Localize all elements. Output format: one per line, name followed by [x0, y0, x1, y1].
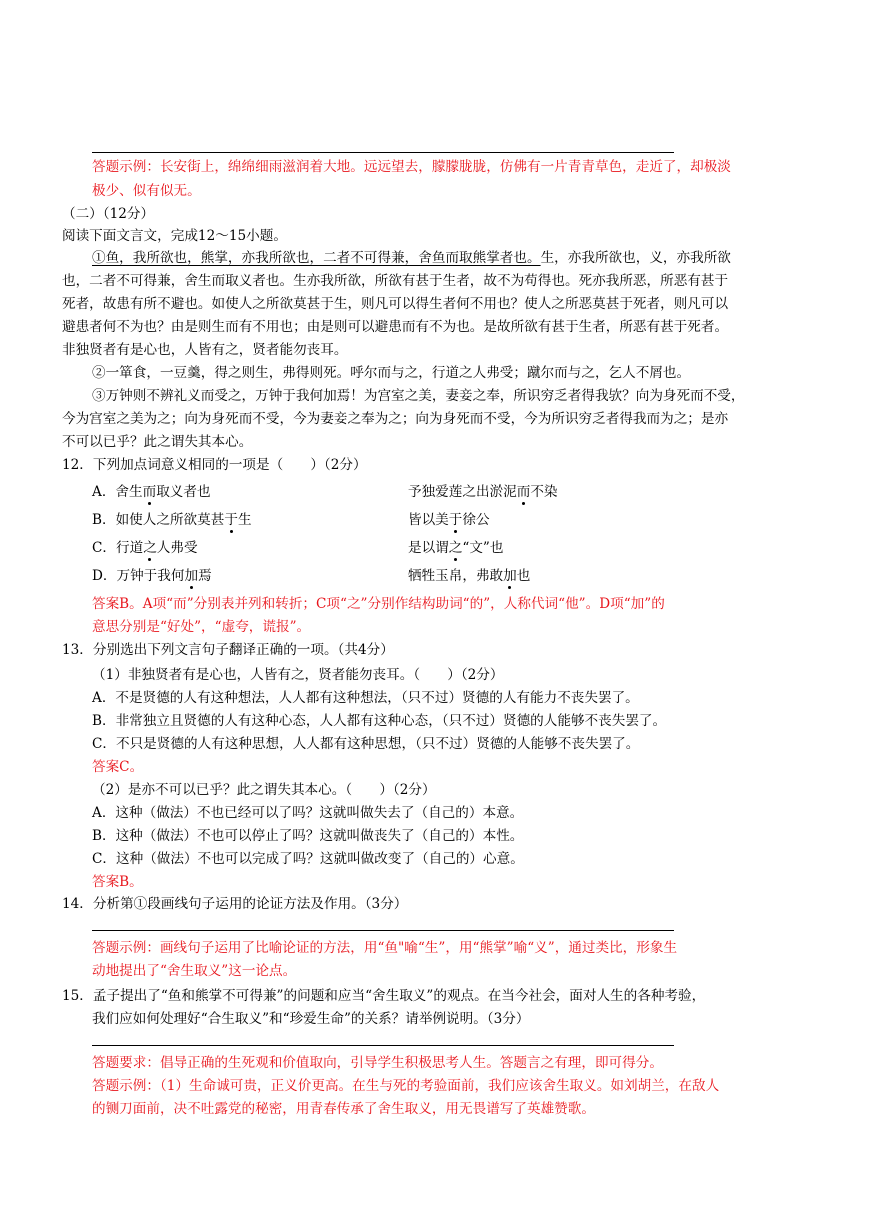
q12-answer: 答案B。A项“而”分别表并列和转折；C项“之”分别作结构助词“的”，人称代词“他”。D项“加”的 — [92, 596, 665, 612]
underlined-sentence: ①鱼，我所欲也，熊掌，亦我所欲也，二者不可得兼，舍鱼而取熊掌者也。 — [92, 250, 541, 266]
dotted-word: 加 — [503, 568, 517, 584]
dotted-word: 之 — [143, 540, 157, 556]
q12-option-c — [92, 538, 792, 558]
answer-blank-line — [92, 930, 674, 931]
option-text: 牺牲玉帛，弗敢 — [408, 568, 504, 584]
dotted-word: 于 — [224, 512, 238, 528]
passage-line: 死者，故患有所不避也。如使人之所欲莫甚于生，则凡可以得生者何不用也？使人之所恶莫甚于死者，则凡可以 — [62, 296, 729, 312]
option-text: 皆以美 — [408, 512, 449, 528]
option-text: B．如使人之所欲莫甚 — [92, 512, 225, 528]
answer-sample-line: 极少、似有似无。 — [92, 183, 201, 199]
passage-line: 避患者何不为也？由是则生而有不用也；由是则可以避患而有不为也。是故所欲有甚于生者，所恶有甚于死者。 — [62, 319, 729, 335]
passage-text: 生，亦我所欲也，义，亦我所欲 — [540, 250, 731, 266]
option-text: 取义者也 — [156, 484, 211, 500]
q13-sub2-answer: 答案B。 — [92, 874, 143, 890]
option-text: 焉 — [198, 568, 212, 584]
option-text: 生 — [237, 512, 252, 528]
dotted-word: 之 — [448, 540, 463, 556]
question-15-stem: 我们应如何处理好“合生取义”和“珍爱生命”的关系？请举例说明。（3分） — [92, 1011, 530, 1027]
question-15-stem: 15．孟子提出了“鱼和熊掌不可得兼”的问题和应当“舍生取义”的观点。在当今社会，面对人生的各种考验， — [62, 988, 706, 1004]
q13-sub2-option-b: B．这种（做法）不也可以停止了吗？这就叫做丧失了（自己的）本性。 — [92, 828, 524, 844]
q13-sub1-answer: 答案C。 — [92, 759, 144, 775]
option-text: A．舍生 — [92, 484, 143, 500]
q15-answer-requirement: 答题要求：倡导正确的生死观和价值取向，引导学生积极思考人生。答题言之有理，即可得分。 — [92, 1055, 663, 1071]
dotted-word: 加 — [184, 568, 199, 584]
dotted-word: 而 — [142, 484, 157, 500]
answer-blank-line — [92, 152, 674, 153]
passage-paragraph-3: ③万钟则不辨礼义而受之，万钟于我何加焉！为宫室之美，妻妾之奉，所识穷乏者得我欤？向为身死而不受， — [92, 388, 745, 404]
option-text: 是以谓 — [408, 540, 449, 556]
q13-sub1-option-a: A．不是贤德的人有这种想法，人人都有这种想法，（只不过）贤德的人有能力不丧失罢了。 — [92, 690, 639, 706]
question-13-stem: 13．分别选出下列文言句子翻译正确的一项。（共4分） — [62, 642, 394, 658]
option-text: 人弗受 — [156, 540, 198, 556]
option-text: C．行道 — [92, 540, 144, 556]
section-instruction: 阅读下面文言文，完成12～15小题。 — [62, 228, 287, 244]
q12-option-d — [92, 566, 792, 586]
dotted-word: 而 — [516, 484, 531, 500]
q12-answer: 意思分别是“好处”，“虚夸，谎报”。 — [92, 619, 311, 635]
question-12-stem: 12．下列加点词意义相同的一项是（ ）（2分） — [62, 457, 367, 473]
question-14-stem: 14．分析第①段画线句子运用的论证方法及作用。（3分） — [62, 896, 408, 912]
passage-line: 不可以已乎？此之谓失其本心。 — [62, 434, 253, 450]
option-text: 徐公 — [462, 512, 490, 528]
dotted-word: 于 — [448, 512, 463, 528]
passage-paragraph-2: ②一箪食，一豆羹，得之则生，弗得则死。呼尔而与之，行道之人弗受；蹴尔而与之，乞人不屑也。 — [92, 365, 691, 381]
option-text: 也 — [516, 568, 531, 584]
q13-sub2-option-c: C．这种（做法）不也可以完成了吗？这就叫做改变了（自己的）心意。 — [92, 851, 524, 867]
passage-line: 也，二者不可得兼，舍生而取义者也。生亦我所欲，所欲有甚于生者，故不为苟得也。死亦我所恶，所恶有甚于 — [62, 273, 729, 289]
answer-sample-line: 答题示例：长安街上，绵绵细雨滋润着大地。远远望去，朦朦胧胧，仿佛有一片青青草色，走近了，却极淡 — [92, 159, 731, 175]
q13-sub2-option-a: A．这种（做法）不也已经可以了吗？这就叫做失去了（自己的）本意。 — [92, 805, 524, 821]
section-heading: （二）（12分） — [62, 206, 155, 222]
option-text: D．万钟于我何 — [92, 568, 185, 584]
q13-sub1-stem: （1）非独贤者有是心也，人皆有之，贤者能勿丧耳。（ ）（2分） — [92, 667, 504, 683]
answer-blank-line — [92, 1045, 674, 1046]
option-text: 不染 — [530, 484, 558, 500]
option-text: 予独爱莲之出淤泥 — [408, 484, 517, 500]
passage-line: 今为宫室之美为之；向为身死而不受，今为妻妾之奉为之；向为身死而不受，今为所识穷乏者得我而为之；是亦 — [62, 411, 729, 427]
option-text: “文”也 — [462, 540, 504, 556]
q15-answer-sample: 的铡刀面前，决不吐露党的秘密，用青春传承了舍生取义，用无畏谱写了英雄赞歌。 — [92, 1101, 595, 1117]
passage-paragraph-1 — [92, 248, 731, 268]
q12-option-b — [92, 510, 792, 530]
q12-option-a — [92, 482, 792, 502]
q14-answer: 答题示例：画线句子运用了比喻论证的方法，用“鱼"喻“生”，用“熊掌”喻“义”，通过类比，形象生 — [92, 940, 678, 956]
q15-answer-sample: 答题示例：（1）生命诚可贵，正义价更高。在生与死的考验面前，我们应该舍生取义。如刘胡兰，在敌人 — [92, 1078, 720, 1094]
q13-sub1-option-b: B．非常独立且贤德的人有这种心态，人人都有这种心态，（只不过）贤德的人能够不丧失罢了。 — [92, 713, 667, 729]
q14-answer: 动地提出了“舍生取义”这一论点。 — [92, 963, 297, 979]
q13-sub1-option-c: C．不只是贤德的人有这种思想，人人都有这种思想，（只不过）贤德的人能够不丧失罢了。 — [92, 736, 640, 752]
passage-line: 非独贤者有是心也，人皆有之，贤者能勿丧耳。 — [62, 342, 348, 358]
q13-sub2-stem: （2）是亦不可以已乎？此之谓失其本心。（ ）（2分） — [92, 782, 436, 798]
